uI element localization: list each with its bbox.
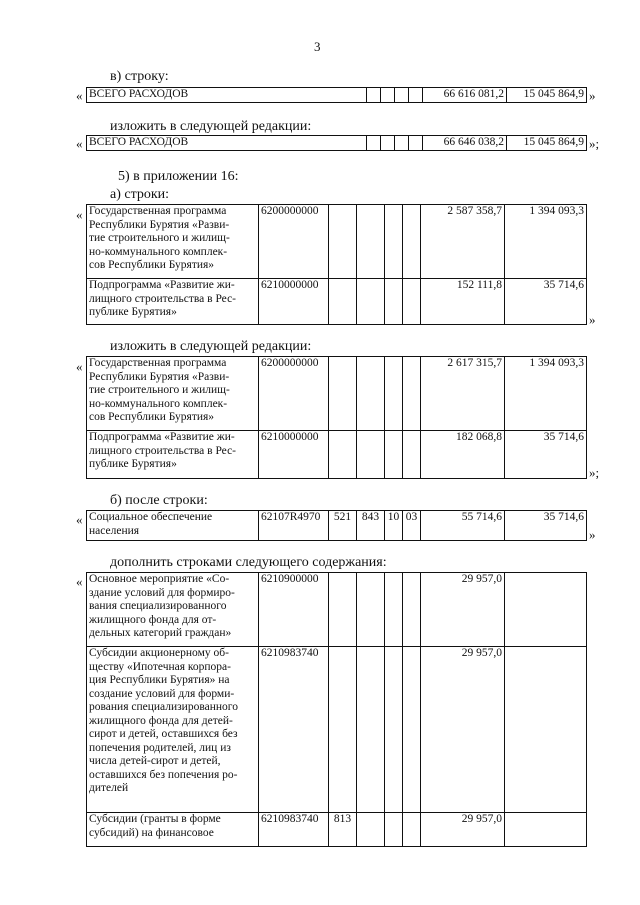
value-cell: 35 714,6	[505, 279, 587, 325]
section-izl-heading: изложить в следующей редакции:	[110, 339, 312, 354]
row-name: Социальное обеспечение населения	[87, 511, 259, 541]
program-name: Государственная программа Республики Бурятия «Разви- тие строительного и жилищ- но-коммунального комплек- сов Республики Бурятия»	[87, 357, 259, 431]
value-cell: 182 068,8	[421, 431, 505, 479]
value-cell: 1 394 093,3	[505, 205, 587, 279]
code-cell: 03	[403, 511, 421, 541]
open-quote: «	[76, 512, 83, 527]
code-cell	[329, 647, 357, 813]
code-cell: 10	[385, 511, 403, 541]
value-cell: 35 714,6	[505, 511, 587, 541]
open-quote: «	[76, 207, 83, 222]
value-cell: 29 957,0	[421, 573, 505, 647]
row-code: 62107R4970	[259, 511, 329, 541]
program-code: 6200000000	[259, 205, 329, 279]
program-name: Государственная программа Республики Бурятия «Разви- тие строительного и жилищ- но-коммунального комплек- сов Республики Бурятия»	[87, 205, 259, 279]
close-quote-semicolon: »;	[589, 136, 600, 151]
value-cell: 55 714,6	[421, 511, 505, 541]
subprogram-name: Подпрограмма «Развитие жи- лищного строительства в Рес- публике Бурятия»	[87, 431, 259, 479]
row-code: 6210983740	[259, 647, 329, 813]
subsection-b-heading: б) после строки:	[110, 493, 208, 508]
total-table-old	[86, 87, 587, 103]
value-cell: 29 957,0	[421, 813, 505, 847]
close-quote: »	[589, 312, 596, 327]
open-quote: «	[76, 574, 83, 589]
program-code: 6200000000	[259, 357, 329, 431]
section-izl-heading: изложить в следующей редакции:	[110, 119, 312, 134]
value-cell: 1 394 093,3	[505, 357, 587, 431]
section-dop-heading: дополнить строками следующего содержания:	[110, 555, 387, 570]
row-code: 6210900000	[259, 573, 329, 647]
value-cell: 66 646 038,2	[423, 136, 507, 151]
total-table-new	[86, 135, 587, 151]
open-quote: «	[76, 136, 83, 151]
value-cell: 2 587 358,7	[421, 205, 505, 279]
value-cell: 152 111,8	[421, 279, 505, 325]
code-cell: 843	[357, 511, 385, 541]
program-table-old	[86, 204, 587, 325]
subprogram-code: 6210000000	[259, 431, 329, 479]
value-cell: 35 714,6	[505, 431, 587, 479]
code-cell	[329, 573, 357, 647]
value-cell: 29 957,0	[421, 647, 505, 813]
row-name: Субсидии акционерному об- ществу «Ипотечная корпора- ция Республики Бурятия» на создание условий для форми- рования специализированного жилищного фонда для детей- сирот и детей, оставшихся без попечения родителей, лиц из числа детей-сирот и детей, оставшихся без попечения ро- дителей	[87, 647, 259, 813]
close-quote: »	[589, 527, 596, 542]
row-name: Основное мероприятие «Со- здание условий для формиро- вания специализированного жилищного фонда для от- дельных категорий граждан»	[87, 573, 259, 647]
close-quote-semicolon: »;	[589, 465, 600, 480]
close-quote: »	[589, 88, 596, 103]
subprogram-code: 6210000000	[259, 279, 329, 325]
value-cell: 15 045 864,9	[507, 136, 587, 151]
row-name: Субсидии (гранты в форме субсидий) на финансовое	[87, 813, 259, 847]
row-label: ВСЕГО РАСХОДОВ	[87, 88, 367, 103]
appendix-heading: 5) в приложении 16:	[118, 169, 239, 184]
open-quote: «	[76, 88, 83, 103]
added-rows-table	[86, 572, 587, 847]
value-cell: 66 616 081,2	[423, 88, 507, 103]
social-table	[86, 510, 587, 541]
program-table-new	[86, 356, 587, 479]
section-v-heading: в) строку:	[110, 69, 169, 84]
code-cell: 521	[329, 511, 357, 541]
row-label: ВСЕГО РАСХОДОВ	[87, 136, 367, 151]
value-cell: 15 045 864,9	[507, 88, 587, 103]
code-cell: 813	[329, 813, 357, 847]
page-number: 3	[314, 39, 321, 54]
subprogram-name: Подпрограмма «Развитие жи- лищного строительства в Рес- публике Бурятия»	[87, 279, 259, 325]
row-code: 6210983740	[259, 813, 329, 847]
value-cell: 2 617 315,7	[421, 357, 505, 431]
open-quote: «	[76, 359, 83, 374]
subsection-a-heading: а) строки:	[110, 187, 170, 202]
